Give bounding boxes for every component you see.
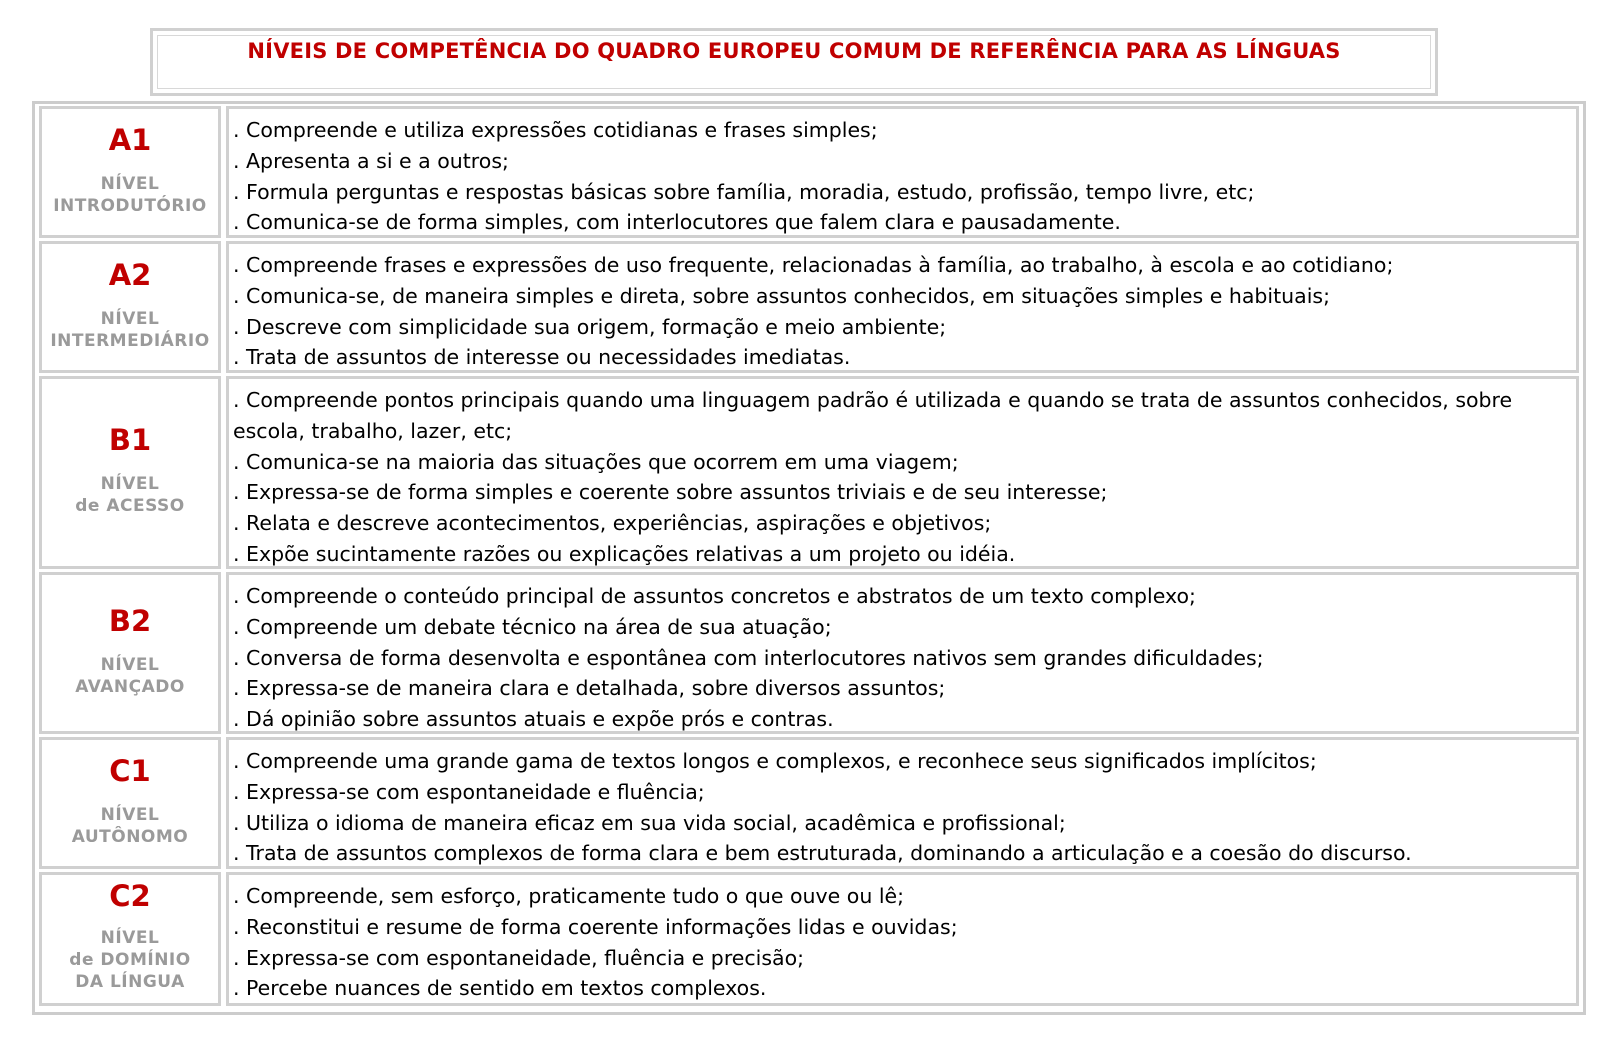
level-name-line: NÍVEL [100,174,160,194]
level-name-line: AUTÔNOMO [71,827,189,847]
level-row-b1 [39,376,1579,569]
level-name-line: AVANÇADO [75,677,185,697]
level-name-line: DA LÍNGUA [75,972,185,992]
description-item: . Dá opinião sobre assuntos atuais e expõe prós e contras. [233,707,834,732]
level-cell [39,572,221,734]
description-item: . Compreende uma grande gama de textos longos e complexos, e reconhece seus significados implícitos; [233,749,1317,773]
description-cell [226,572,1579,734]
description-item: . Compreende o conteúdo principal de assuntos concretos e abstratos de um texto complexo; [233,584,1196,608]
description-item: . Expressa-se de forma simples e coerente sobre assuntos triviais e de seu interesse; [233,480,1108,505]
description-item: . Comunica-se, de maneira simples e direta, sobre assuntos conhecidos, em situações simples e habituais; [233,283,1330,308]
description-item: . Conversa de forma desenvolta e espontânea com interlocutores nativos sem grandes dificuldades; [233,645,1264,670]
description-item: . Trata de assuntos complexos de forma clara e bem estruturada, dominando a articulação e a coesão do discurso. [233,841,1412,866]
description-item: . Compreende pontos principais quando uma linguagem padrão é utilizada e quando se trata de assuntos conhecidos, sobre escola, trabalho, lazer, etc; [233,388,1513,443]
level-name-line: NÍVEL [100,928,160,948]
level-code: A1 [108,123,152,157]
level-code: C2 [109,879,151,913]
level-name-line: INTERMEDIÁRIO [50,331,210,351]
description-item: . Reconstitui e resume de forma coerente informações lidas e ouvidas; [233,914,958,939]
level-cell [39,106,221,238]
description-item: . Expressa-se de maneira clara e detalhada, sobre diversos assuntos; [233,676,946,701]
description-item: . Compreende, sem esforço, praticamente tudo o que ouve ou lê; [233,884,905,908]
description-cell [226,737,1579,869]
description-cell [226,376,1579,569]
level-name-line: NÍVEL [100,474,160,494]
description-cell [226,241,1579,373]
level-row-a2 [39,241,1579,373]
level-cell [39,737,221,869]
level-name-line: de DOMÍNIO [69,950,191,970]
level-row-c2 [39,872,1579,1006]
description-cell [226,872,1579,1006]
level-code: B1 [108,423,152,457]
title-box [150,28,1438,96]
level-cell [39,376,221,569]
level-name-line: de ACESSO [75,496,185,516]
description-item: . Compreende frases e expressões de uso frequente, relacionadas à família, ao trabalho, à escola e ao cotidiano; [233,253,1394,277]
level-code: C1 [109,754,151,788]
description-item: . Expressa-se com espontaneidade e fluência; [233,779,705,804]
level-row-a1 [39,106,1579,238]
level-cell [39,872,221,1006]
description-cell [226,106,1579,238]
level-name-line: NÍVEL [100,805,160,825]
level-cell [39,241,221,373]
level-name-line: NÍVEL [100,655,160,675]
description-item: . Comunica-se de forma simples, com interlocutores que falem clara e pausadamente. [233,210,1121,235]
levels-table [32,101,1586,1015]
level-row-c1 [39,737,1579,869]
level-code: A2 [108,258,152,292]
description-item: . Expressa-se com espontaneidade, fluência e precisão; [233,945,805,970]
description-item: . Percebe nuances de sentido em textos complexos. [233,976,767,1001]
description-item: . Apresenta a si e a outros; [233,148,509,173]
description-item: . Utiliza o idioma de maneira eficaz em sua vida social, acadêmica e profissional; [233,810,1066,835]
description-item: . Expõe sucintamente razões ou explicações relativas a um projeto ou idéia. [233,541,1016,566]
description-item: . Compreende um debate técnico na área de sua atuação; [233,614,832,639]
level-code: B2 [108,604,152,638]
description-item: . Relata e descreve acontecimentos, experiências, aspirações e objetivos; [233,511,992,536]
description-item: . Compreende e utiliza expressões cotidianas e frases simples; [233,118,878,142]
description-item: . Formula perguntas e respostas básicas sobre família, moradia, estudo, profissão, tempo livre, etc; [233,179,1255,204]
description-item: . Descreve com simplicidade sua origem, formação e meio ambiente; [233,314,947,339]
page-title: NÍVEIS DE COMPETÊNCIA DO QUADRO EUROPEU COMUM DE REFERÊNCIA PARA AS LÍNGUAS [247,39,1341,63]
description-item: . Comunica-se na maioria das situações que ocorrem em uma viagem; [233,449,959,474]
level-name-line: INTRODUTÓRIO [53,196,207,216]
level-name-line: NÍVEL [100,309,160,329]
level-row-b2 [39,572,1579,734]
description-item: . Trata de assuntos de interesse ou necessidades imediatas. [233,345,851,370]
